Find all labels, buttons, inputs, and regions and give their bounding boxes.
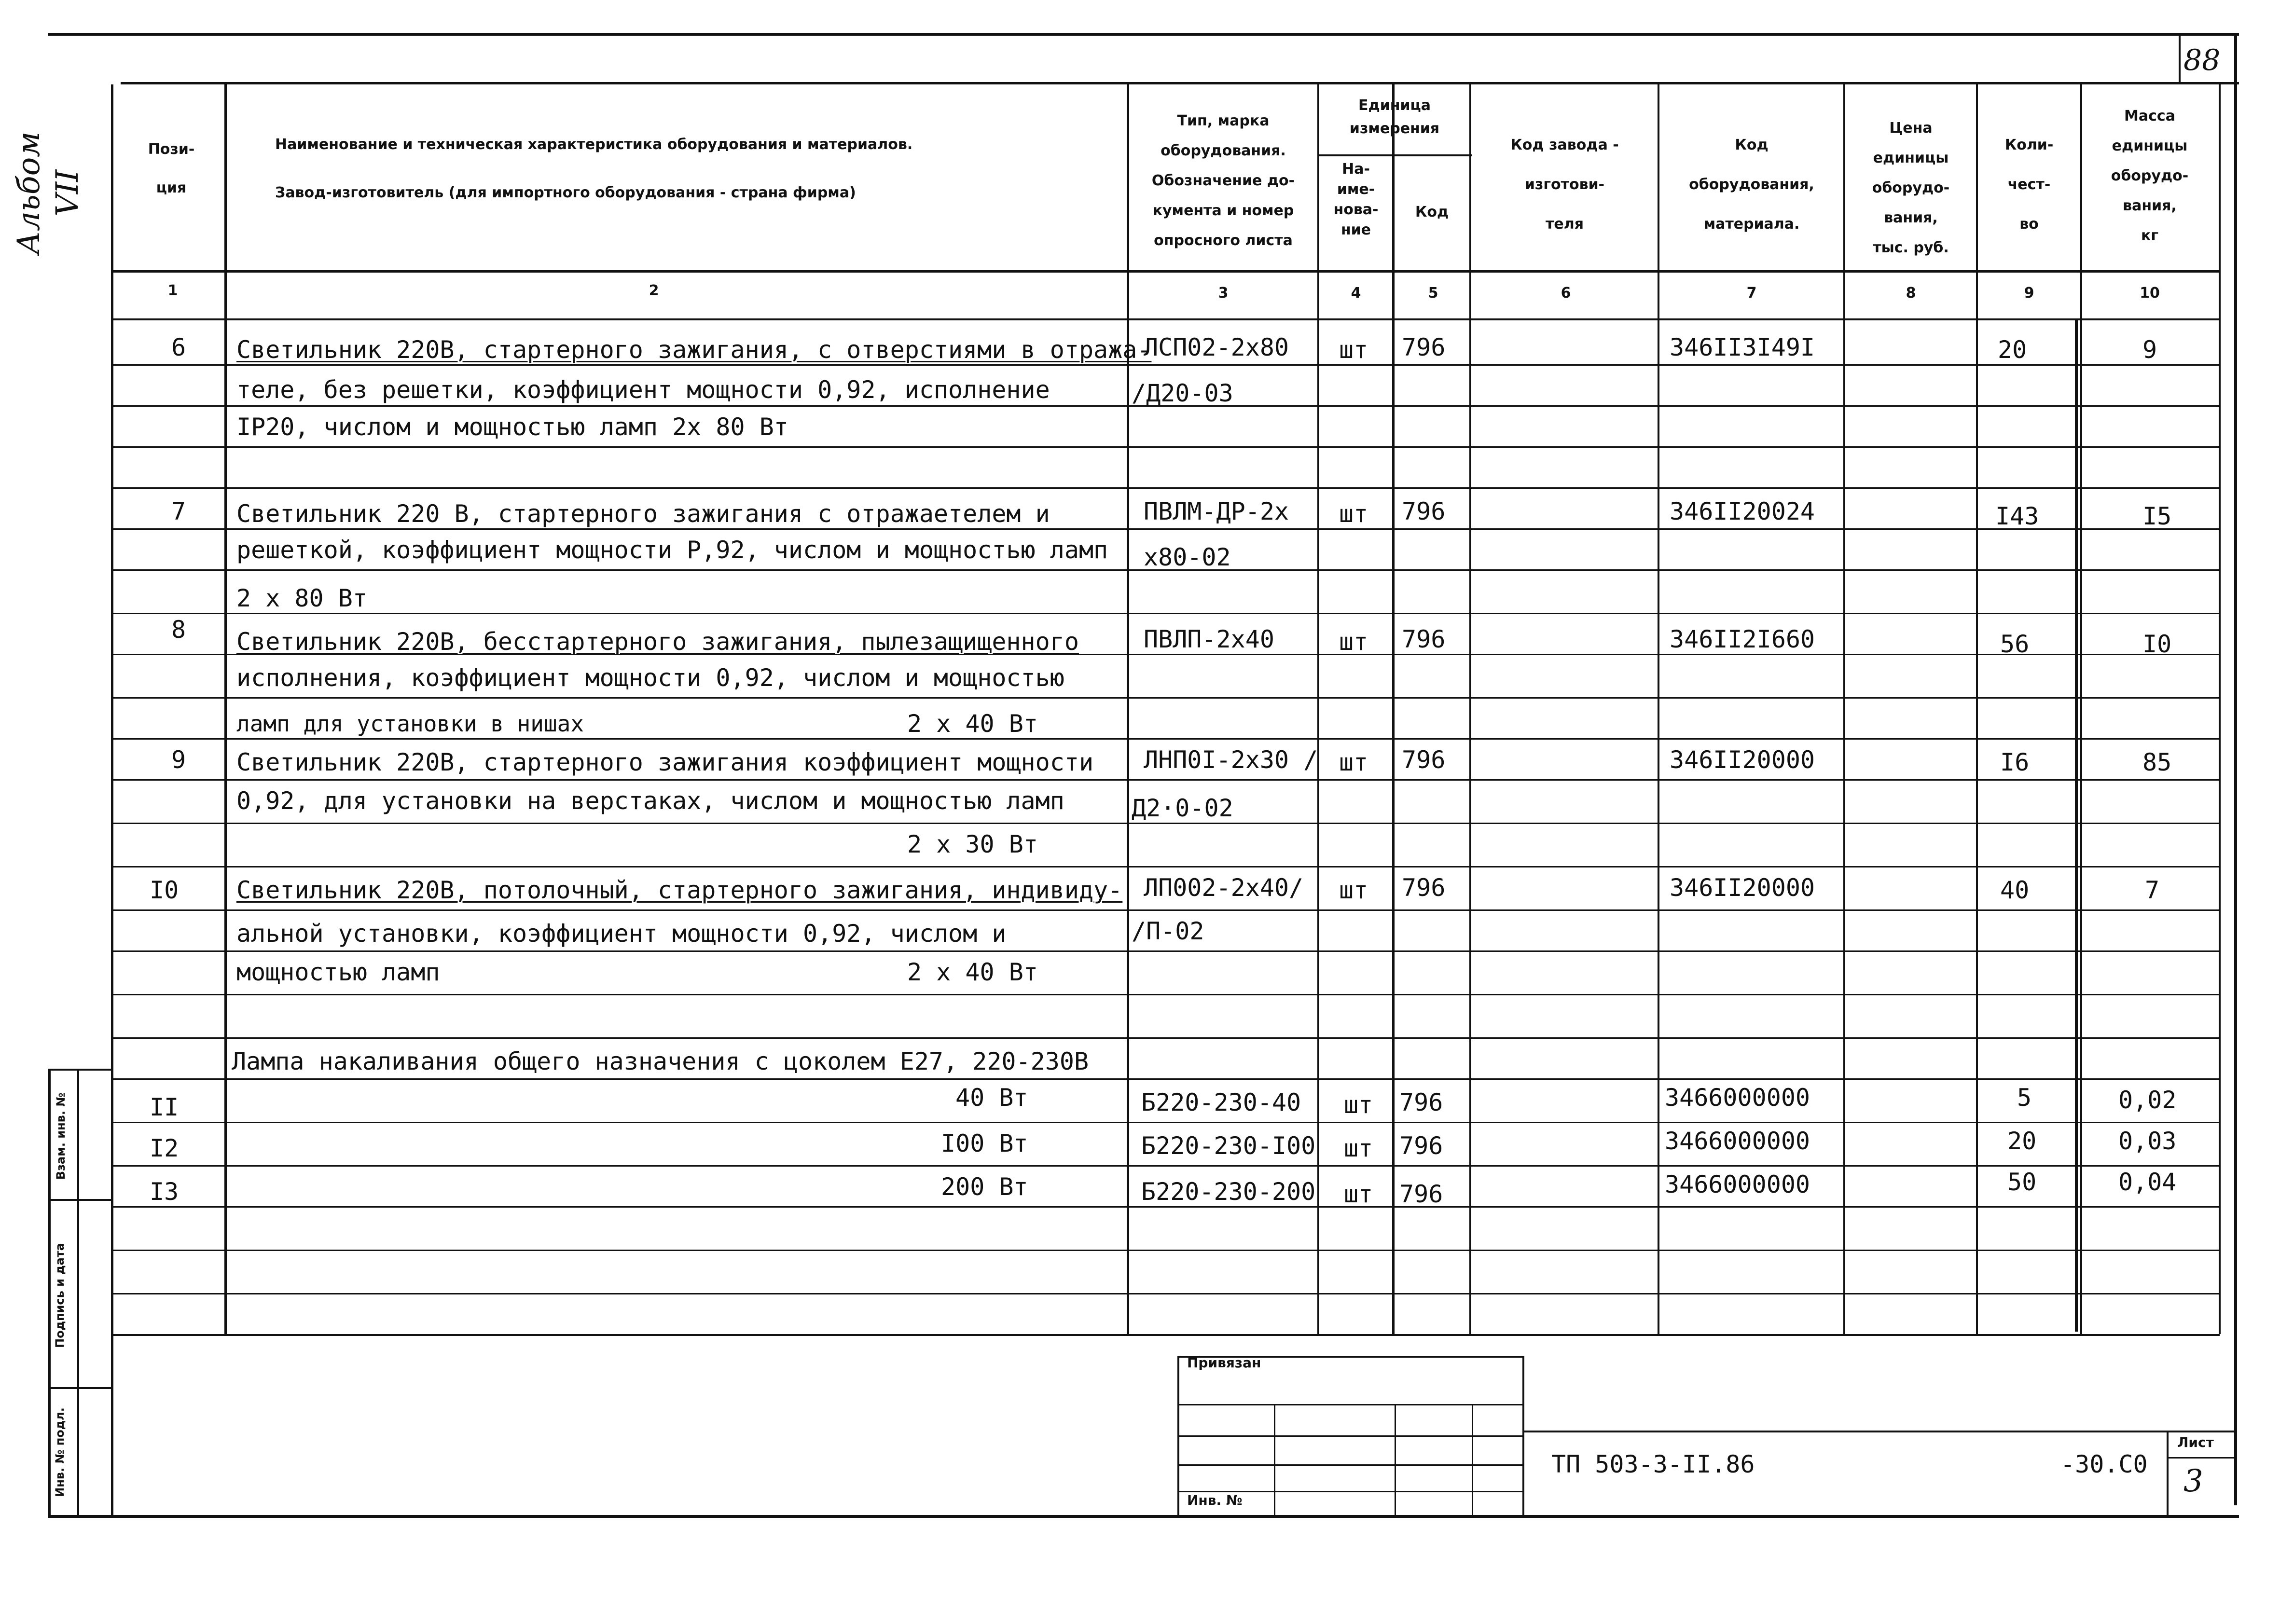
item-name-tail: 2 х 30 Вт (907, 830, 1038, 858)
lamp-power: I00 Вт (941, 1129, 1028, 1157)
header-unit-code: Код (1415, 204, 1449, 220)
item-name-line: Светильник 220В, бесстартерного зажигания, пылезащищенного (236, 628, 1079, 656)
item-name-line: теле, без решетки, коэффициент мощности 0,92, исполнение (236, 376, 1050, 404)
lamp-unit: шт (1344, 1134, 1373, 1162)
lamp-unit-code: 796 (1399, 1088, 1443, 1116)
lamp-position: I3 (150, 1178, 179, 1206)
item-quantity: 20 (1998, 336, 2027, 364)
album-label: Альбом VII (11, 131, 85, 255)
item-name-line: мощностью ламп (236, 958, 440, 986)
header-mass: Масса единицы оборудо- вания, кг (2111, 108, 2189, 244)
side-strip-left (48, 1069, 51, 1515)
table-row-divider (113, 738, 2220, 740)
header-factory-code: Код завода - изготови- теля (1510, 137, 1619, 233)
table-row-divider (113, 1250, 2220, 1251)
table-row-divider (113, 994, 2220, 995)
lamp-mass: 0,03 (2118, 1127, 2177, 1155)
item-name-line: IP20, числом и мощностью ламп 2х 80 Вт (236, 413, 788, 441)
item-equipment-code: 346II20000 (1670, 746, 1815, 774)
item-name-line: Светильник 220В, стартерного зажигания, с отверстиями в отража- (236, 336, 1152, 364)
item-quantity: I43 (1995, 502, 2039, 530)
col-number: 7 (1746, 285, 1757, 302)
stamp-sheet-left (2167, 1431, 2169, 1515)
item-type: ЛСП02-2х80 (1144, 333, 1289, 361)
stamp-column (1395, 1404, 1396, 1515)
item-name-line: ламп для установки в нишах (236, 711, 584, 737)
item-quantity: 56 (2000, 630, 2030, 658)
col-number: 10 (2140, 285, 2160, 302)
item-mass: 9 (2142, 336, 2157, 364)
lamp-mass: 0,02 (2118, 1086, 2177, 1114)
table-row-divider (113, 1206, 2220, 1208)
item-equipment-code: 346II3I49I (1670, 333, 1815, 361)
side-strip-div2 (48, 1387, 113, 1389)
header-name-line1: Наименование и техническая характеристика оборудования и материалов. (275, 136, 913, 153)
sheet-corner-number: 88 (2183, 43, 2221, 77)
item-position: 8 (171, 616, 186, 644)
side-strip-div1 (48, 1199, 113, 1201)
stamp-inv-no: Инв. № (1187, 1492, 1243, 1508)
table-row-divider (113, 613, 2220, 614)
item-mass: 7 (2145, 876, 2160, 904)
header-type: Тип, марка оборудования. Обозначение до- кумента и номер опросного листа (1151, 112, 1295, 249)
frame-right-border (2234, 36, 2237, 1505)
lamp-equipment-code: 3466000000 (1665, 1127, 1810, 1155)
item-name-line: исполнения, коэффициент мощности 0,92, числом и мощностью (236, 664, 1064, 692)
item-quantity: 40 (2000, 876, 2030, 904)
lamp-power: 40 Вт (955, 1084, 1028, 1112)
stamp-row (1177, 1404, 1522, 1405)
header-bottom-border (113, 270, 2220, 273)
table-row-divider (113, 446, 2220, 448)
item-quantity: I6 (2000, 748, 2030, 776)
item-type: ЛНП0I-2х30 / (1144, 746, 1318, 774)
item-name-line: решеткой, коэффициент мощности Р,92, числом и мощностью ламп (236, 536, 1108, 564)
top-rule (48, 33, 2239, 36)
item-name-tail: 2 х 40 Вт (907, 710, 1038, 738)
stamp-row (1177, 1435, 1522, 1437)
table-row-divider (113, 1165, 2220, 1167)
table-row-divider (113, 779, 2220, 781)
header-unit: Единица измерения (1349, 97, 1440, 137)
frame-left-border (111, 84, 113, 1515)
table-bottom-border (113, 1334, 2220, 1336)
stamp-title-top (1522, 1431, 2237, 1432)
qty-block-right-border (2075, 318, 2078, 1332)
item-mass: I5 (2142, 502, 2172, 530)
table-row-divider (113, 1078, 2220, 1080)
item-unit: шт (1339, 748, 1368, 776)
item-type: /Д20-03 (1132, 379, 1233, 407)
item-name-line: Светильник 220 В, стартерного зажигания с отражаетелем и (236, 500, 1050, 528)
table-row-divider (113, 487, 2220, 489)
table-row-divider (113, 950, 2220, 952)
table-row-divider (113, 1122, 2220, 1123)
side-stamp-podpis: Подпись и дата (53, 1243, 67, 1348)
item-equipment-code: 346II20024 (1670, 497, 1815, 525)
col-number-row-border (113, 318, 2220, 320)
item-type: /П-02 (1132, 917, 1204, 945)
item-unit-code: 796 (1402, 333, 1446, 361)
table-row-divider (113, 1037, 2220, 1039)
stamp-sheet-label: Лист (2177, 1434, 2214, 1450)
unit-subheader-divider (1317, 154, 1472, 156)
lamp-power: 200 Вт (941, 1173, 1028, 1201)
table-top-border (121, 82, 2239, 84)
col-number: 5 (1428, 285, 1438, 302)
col-number: 3 (1218, 285, 1229, 302)
stamp-doc-suffix: -30.С0 (2060, 1450, 2148, 1478)
item-mass: 85 (2142, 748, 2172, 776)
table-row-divider (113, 1293, 2220, 1294)
item-name-line: Светильник 220В, потолочный, стартерного зажигания, индивиду- (236, 876, 1123, 904)
side-stamp-inv: Инв. № подл. (53, 1407, 67, 1497)
lamp-quantity: 5 (2017, 1084, 2032, 1112)
item-unit-code: 796 (1402, 625, 1446, 653)
col-number: 9 (2024, 285, 2034, 302)
stamp-row (1177, 1464, 1522, 1466)
lamp-unit: шт (1344, 1091, 1373, 1119)
table-row-divider (113, 528, 2220, 530)
table-row-divider (113, 697, 2220, 699)
stamp-privyazan: Привязан (1187, 1355, 1261, 1371)
header-name-line2: Завод-изготовитель (для импортного оборудования - страна фирма) (275, 184, 856, 201)
lamp-type: Б220-230-200 (1141, 1178, 1316, 1206)
stamp-doc-code: ТП 503-3-II.86 (1551, 1450, 1755, 1478)
stamp-sheet-row (2167, 1457, 2234, 1459)
stamp-divider (1522, 1356, 1524, 1515)
lamp-unit-code: 796 (1399, 1180, 1443, 1208)
header-position: Пози- ция (148, 141, 195, 196)
table-row-divider (113, 866, 2220, 867)
item-unit: шт (1339, 628, 1368, 656)
lamp-type: Б220-230-40 (1141, 1088, 1301, 1116)
col-number: 4 (1351, 285, 1361, 302)
corner-box-left (2179, 36, 2181, 84)
lamp-type: Б220-230-I00 (1141, 1132, 1316, 1160)
item-position: 7 (171, 497, 186, 525)
item-name-line: 0,92, для установки на верстаках, числом и мощностью ламп (236, 787, 1064, 815)
header-equipment-code: Код оборудования, материала. (1689, 137, 1814, 233)
lamp-position: I2 (150, 1134, 179, 1162)
item-equipment-code: 346II2I660 (1670, 625, 1815, 653)
lamp-equipment-code: 3466000000 (1665, 1170, 1810, 1198)
lamp-group-title: Лампа накаливания общего назначения с цоколем Е27, 220-230В (232, 1047, 1089, 1075)
side-strip-mid (77, 1069, 79, 1515)
table-row-divider (113, 823, 2220, 824)
item-unit-code: 796 (1402, 746, 1446, 774)
item-position: I0 (150, 876, 179, 904)
item-unit-code: 796 (1402, 497, 1446, 525)
lamp-mass: 0,04 (2118, 1168, 2177, 1196)
item-name-line: альной установки, коэффициент мощности 0,92, числом и (236, 920, 1007, 948)
item-unit: шт (1339, 336, 1368, 364)
frame-bottom-border (48, 1515, 2239, 1518)
lamp-position: II (150, 1093, 179, 1121)
side-strip-top (48, 1069, 113, 1071)
item-equipment-code: 346II20000 (1670, 874, 1815, 902)
col-number: 2 (649, 282, 659, 299)
item-name-line: Светильник 220В, стартерного зажигания коэффициент мощности (236, 748, 1094, 776)
item-mass: I0 (2142, 630, 2172, 658)
lamp-quantity: 50 (2007, 1168, 2037, 1196)
col-number: 1 (167, 282, 178, 299)
lamp-equipment-code: 3466000000 (1665, 1084, 1810, 1112)
lamp-quantity: 20 (2007, 1127, 2037, 1155)
item-type: ПВЛП-2х40 (1144, 625, 1274, 653)
header-unit-name: На- име- нова- ние (1333, 161, 1379, 238)
lamp-unit: шт (1344, 1180, 1373, 1208)
item-position: 9 (171, 746, 186, 774)
item-unit-code: 796 (1402, 874, 1446, 902)
header-price: Цена единицы оборудо- вания, тыс. руб. (1872, 120, 1950, 256)
stamp-column (1472, 1404, 1473, 1515)
item-unit: шт (1339, 500, 1368, 528)
col-number: 8 (1906, 285, 1916, 302)
lamp-unit-code: 796 (1399, 1132, 1443, 1160)
item-type: ПВЛМ-ДР-2х (1144, 497, 1289, 525)
item-type: ЛП002-2х40/ (1144, 874, 1304, 902)
col-number: 6 (1561, 285, 1571, 302)
table-row-divider (113, 364, 2220, 366)
table-row-divider (113, 909, 2220, 911)
item-type: Д2·0-02 (1132, 794, 1233, 822)
header-quantity: Коли- чест- во (2004, 137, 2054, 233)
item-type: х80-02 (1144, 543, 1231, 571)
item-unit: шт (1339, 876, 1368, 904)
item-name-line: 2 х 80 Вт (236, 584, 367, 612)
item-name-tail: 2 х 40 Вт (907, 958, 1038, 986)
item-position: 6 (171, 333, 186, 361)
stamp-sheet-number: 3 (2183, 1463, 2203, 1499)
side-stamp-vzam: Взам. инв. № (54, 1092, 68, 1180)
